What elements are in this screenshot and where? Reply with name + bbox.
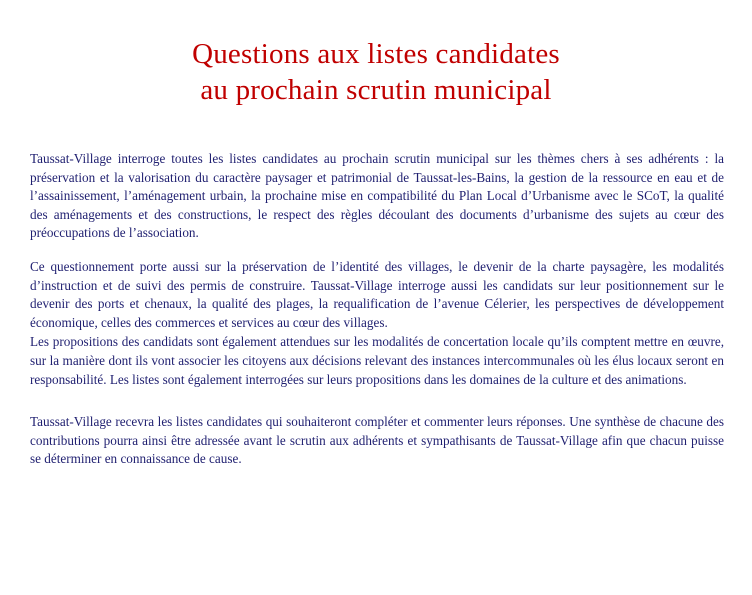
paragraph-2: Ce questionnement porte aussi sur la préservation de l’identité des villages, le devenir de la charte paysagère, les modalités d’instruction et de suivi des permis de construire. Taussat-Village interroge aussi les candidats sur leur positionnement sur le devenir des ports et chenaux, la qualité des plages, la requalification de l’avenue Célerier, les perspectives de développement économique, celles des commerces et services au cœur des villages. — [30, 258, 724, 330]
title-line-2: au prochain scrutin municipal — [200, 74, 552, 106]
paragraph-1: Taussat-Village interroge toutes les listes candidates au prochain scrutin municipal sur les thèmes chers à ses adhérents : la préservation et la valorisation du caractère paysager et patrimonial de Taussat-les-Bains, la gestion de la ressource en eau et de l’assainissement, l’aménagement urbain, la prochaine mise en compatibilité du Plan Local d’Urbanisme avec le SCoT, la qualité des aménagements et des constructions, le respect des règles découlant des documents d’urbanisme des sujets au cœur des préoccupations de l’association. — [30, 151, 724, 241]
document-title — [0, 0, 752, 108]
title-line-1: Questions aux listes candidates — [192, 38, 560, 70]
paragraph-4: Taussat-Village recevra les listes candidates qui souhaiteront compléter et commenter leurs réponses. Une synthèse de chacune des contributions pourra ainsi être adressée avant le scrutin aux adhérents et sympathisants de Taussat-Village afin que chacun puisse se déterminer en connaissance de cause. — [30, 414, 724, 467]
paragraph-3: Les propositions des candidats sont également attendues sur les modalités de concertation locale qu’ils comptent mettre en œuvre, sur la manière dont ils vont associer les citoyens aux décisions relevant des instances intercommunales où les élus locaux seront en responsabilité. Les listes sont également interrogées sur leurs propositions dans les domaines de la culture et des animations. — [30, 334, 724, 387]
document-body — [30, 108, 724, 469]
